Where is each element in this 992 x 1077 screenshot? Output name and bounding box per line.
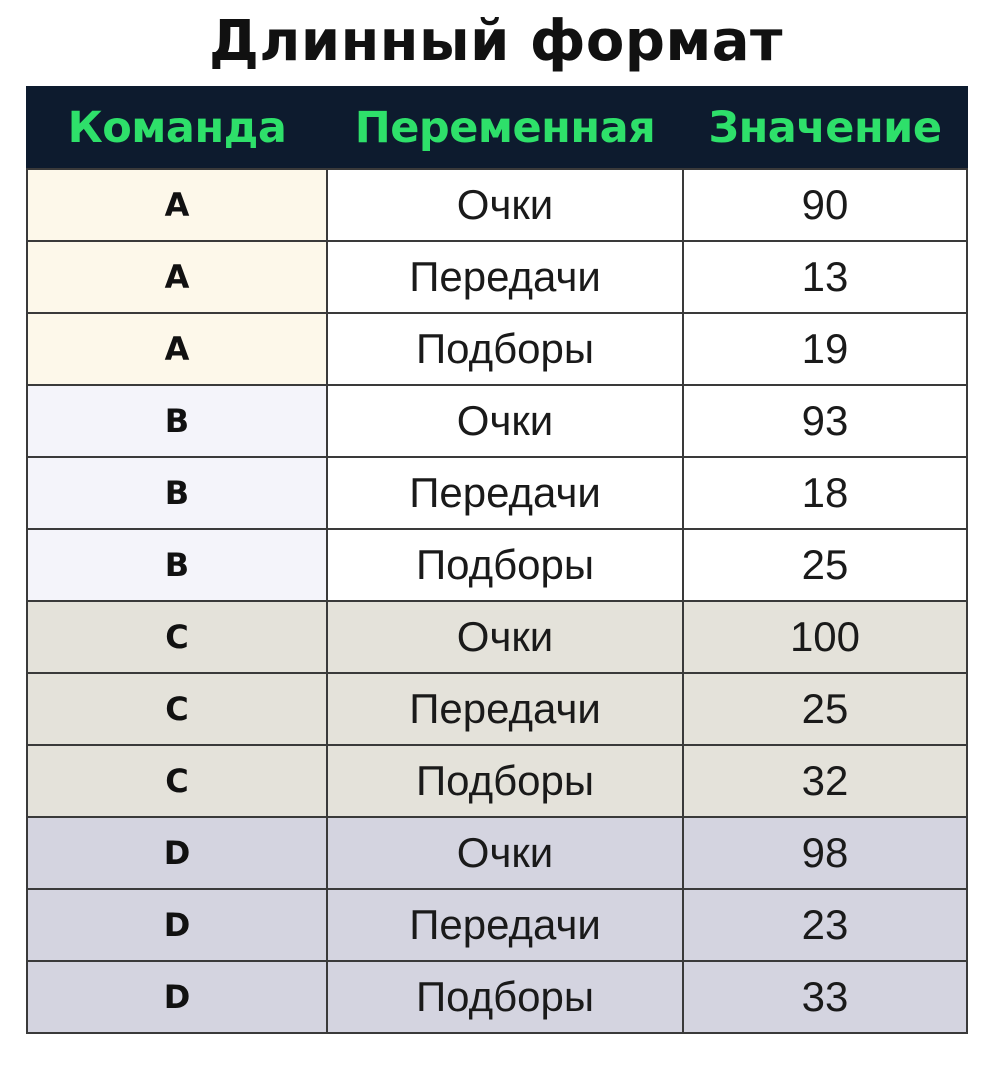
team-cell: A xyxy=(27,313,327,385)
data-table-container xyxy=(26,86,966,1034)
variable-cell: Очки xyxy=(327,601,683,673)
value-cell: 19 xyxy=(683,313,967,385)
long-format-table xyxy=(26,86,968,1034)
team-cell: B xyxy=(27,385,327,457)
table-body xyxy=(27,169,967,1033)
variable-cell: Очки xyxy=(327,169,683,241)
column-header-variable: Переменная xyxy=(327,87,683,169)
team-cell: D xyxy=(27,889,327,961)
table-row xyxy=(27,169,967,241)
variable-cell: Передачи xyxy=(327,673,683,745)
table-row xyxy=(27,961,967,1033)
page-title: Длинный формат xyxy=(208,9,784,74)
value-cell: 90 xyxy=(683,169,967,241)
value-cell: 93 xyxy=(683,385,967,457)
value-cell: 33 xyxy=(683,961,967,1033)
variable-cell: Очки xyxy=(327,385,683,457)
table-row xyxy=(27,817,967,889)
variable-cell: Подборы xyxy=(327,745,683,817)
variable-cell: Очки xyxy=(327,817,683,889)
team-cell: C xyxy=(27,601,327,673)
value-cell: 100 xyxy=(683,601,967,673)
table-row xyxy=(27,385,967,457)
team-cell: A xyxy=(27,169,327,241)
table-header xyxy=(27,87,967,169)
table-row xyxy=(27,673,967,745)
team-cell: C xyxy=(27,745,327,817)
table-row xyxy=(27,745,967,817)
table-row xyxy=(27,529,967,601)
value-cell: 98 xyxy=(683,817,967,889)
value-cell: 13 xyxy=(683,241,967,313)
team-cell: B xyxy=(27,529,327,601)
value-cell: 18 xyxy=(683,457,967,529)
value-cell: 25 xyxy=(683,673,967,745)
table-row xyxy=(27,457,967,529)
team-cell: D xyxy=(27,961,327,1033)
variable-cell: Передачи xyxy=(327,457,683,529)
column-header-team: Команда xyxy=(27,87,327,169)
table-row xyxy=(27,889,967,961)
header-row xyxy=(27,87,967,169)
team-cell: A xyxy=(27,241,327,313)
variable-cell: Передачи xyxy=(327,889,683,961)
team-cell: C xyxy=(27,673,327,745)
team-cell: B xyxy=(27,457,327,529)
variable-cell: Передачи xyxy=(327,241,683,313)
team-cell: D xyxy=(27,817,327,889)
table-row xyxy=(27,313,967,385)
table-row xyxy=(27,241,967,313)
column-header-value: Значение xyxy=(683,87,967,169)
value-cell: 32 xyxy=(683,745,967,817)
table-row xyxy=(27,601,967,673)
value-cell: 23 xyxy=(683,889,967,961)
value-cell: 25 xyxy=(683,529,967,601)
variable-cell: Подборы xyxy=(327,961,683,1033)
variable-cell: Подборы xyxy=(327,529,683,601)
variable-cell: Подборы xyxy=(327,313,683,385)
